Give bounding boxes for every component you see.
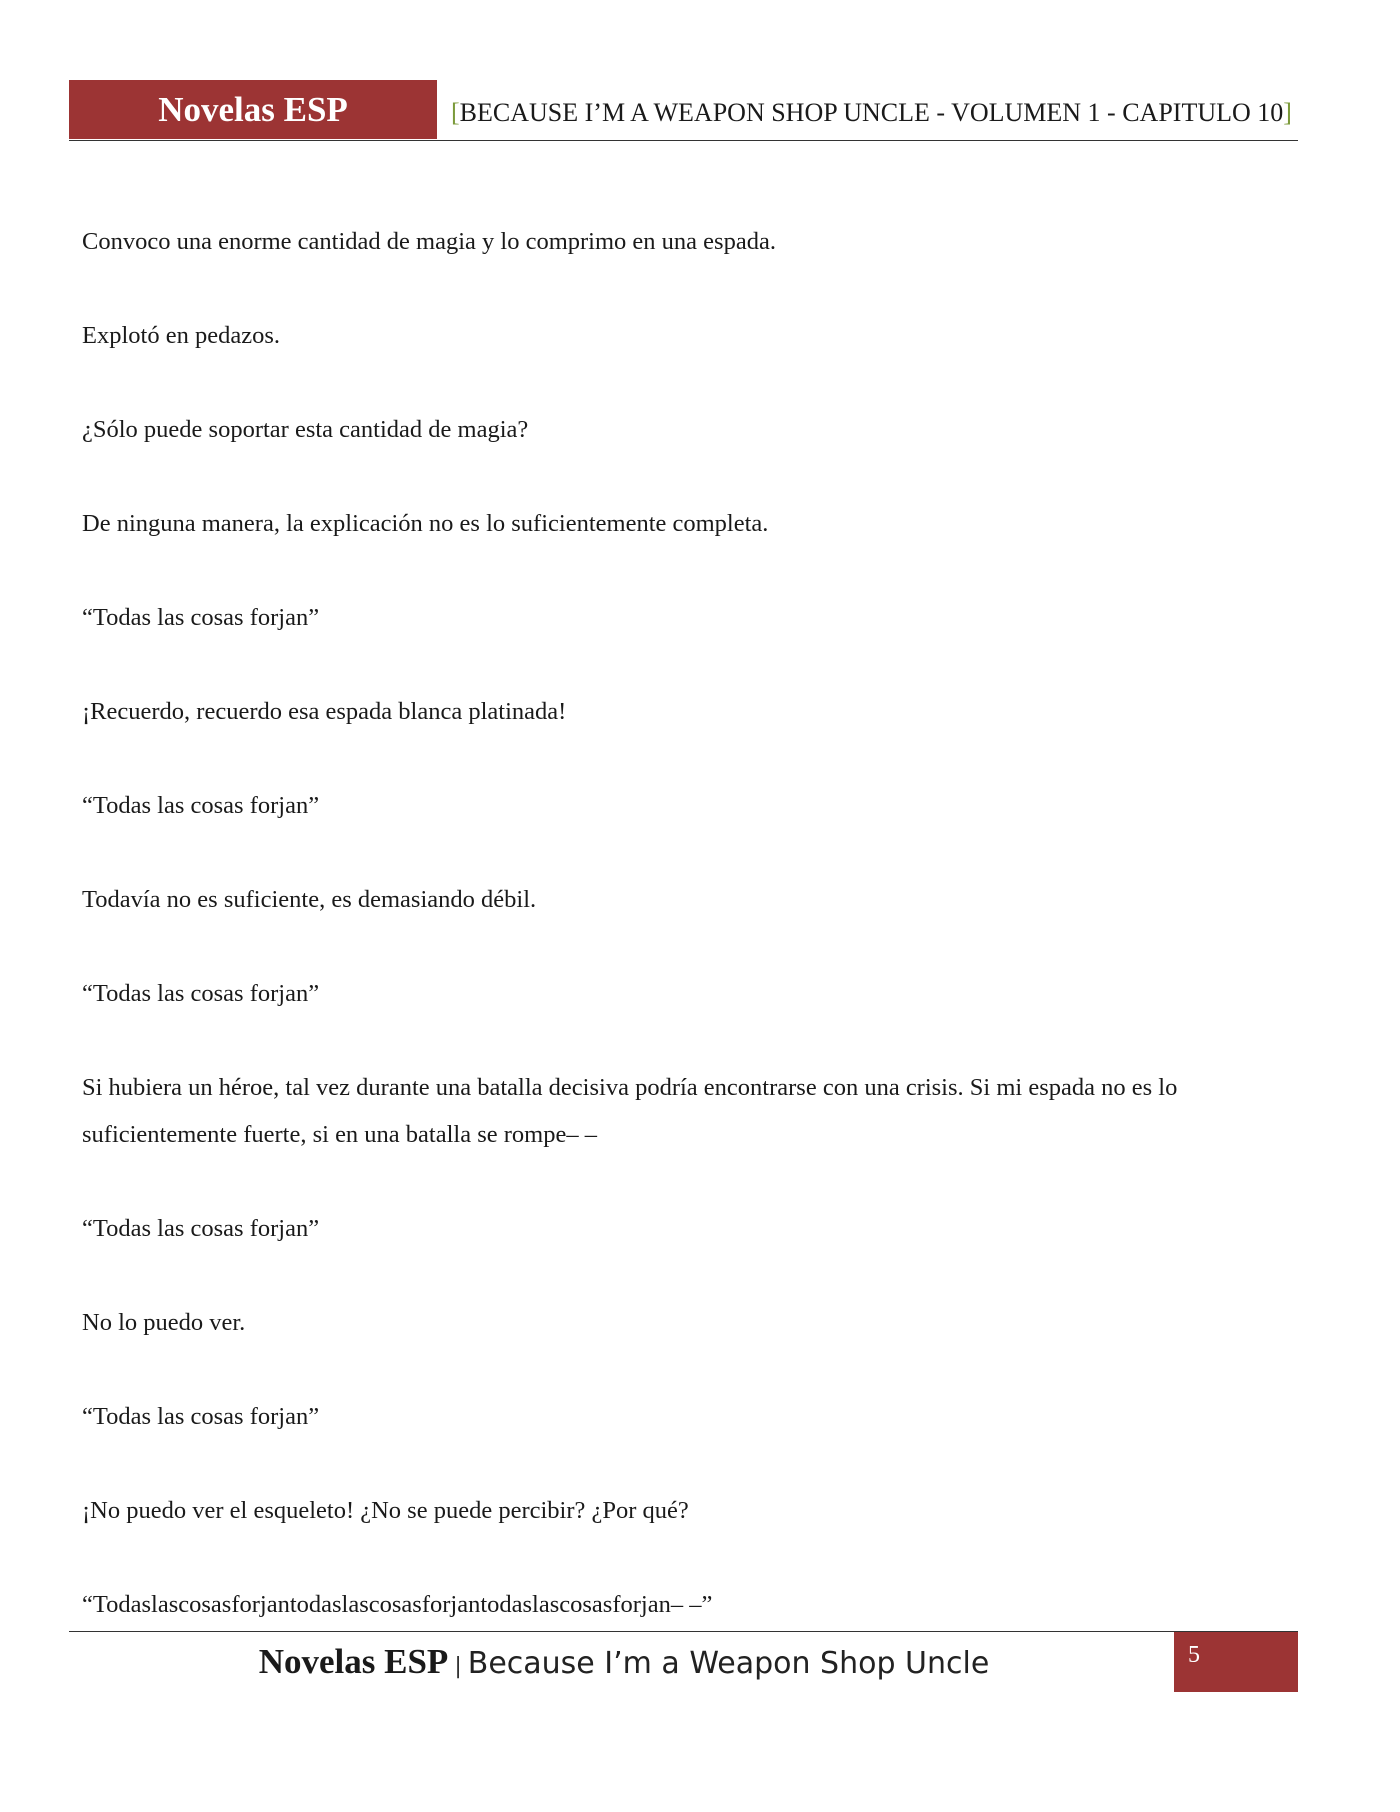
paragraph: ¡Recuerdo, recuerdo esa espada blanca platinada!: [82, 698, 567, 725]
chapter-title: [451, 98, 1292, 128]
paragraph: “Todaslascosasforjantodaslascosasforjantodaslascosasforjan– –”: [82, 1591, 713, 1618]
paragraph: No lo puedo ver.: [82, 1309, 246, 1336]
paragraph: Todavía no es suficiente, es demasiando débil.: [82, 886, 537, 913]
paragraph: Si hubiera un héroe, tal vez durante una batalla decisiva podría encontrarse con una crisis. Si mi espada no es lo suficientemente fuerte, si en una batalla se rompe– –: [82, 1074, 1178, 1148]
page-number: 5: [1174, 1632, 1298, 1692]
footer-title: [69, 1642, 1179, 1682]
bracket-open: [: [451, 98, 460, 127]
paragraph: “Todas las cosas forjan”: [82, 980, 320, 1007]
paragraph: “Todas las cosas forjan”: [82, 1403, 320, 1430]
paragraph: Explotó en pedazos.: [82, 322, 280, 349]
bracket-close: ]: [1283, 98, 1292, 127]
chapter-body: [82, 218, 1312, 1675]
paragraph: Convoco una enorme cantidad de magia y lo comprimo en una espada.: [82, 228, 776, 255]
chapter-title-text: BECAUSE I’M A WEAPON SHOP UNCLE - VOLUMEN 1 - CAPITULO 10: [459, 98, 1284, 127]
paragraph: “Todas las cosas forjan”: [82, 604, 320, 631]
page-header: [69, 80, 1298, 141]
footer-brand: Novelas ESP: [258, 1642, 449, 1681]
paragraph: De ninguna manera, la explicación no es lo suficientemente completa.: [82, 510, 769, 537]
footer-separator: |: [454, 1654, 462, 1679]
paragraph: “Todas las cosas forjan”: [82, 1215, 320, 1242]
header-brand: Novelas ESP: [69, 80, 437, 139]
page-footer: [69, 1631, 1298, 1692]
paragraph: “Todas las cosas forjan”: [82, 792, 320, 819]
footer-book-title: Because I’m a Weapon Shop Uncle: [467, 1646, 990, 1681]
paragraph: ¡No puedo ver el esqueleto! ¿No se puede percibir? ¿Por qué?: [82, 1497, 689, 1524]
paragraph: ¿Sólo puede soportar esta cantidad de magia?: [82, 416, 529, 443]
